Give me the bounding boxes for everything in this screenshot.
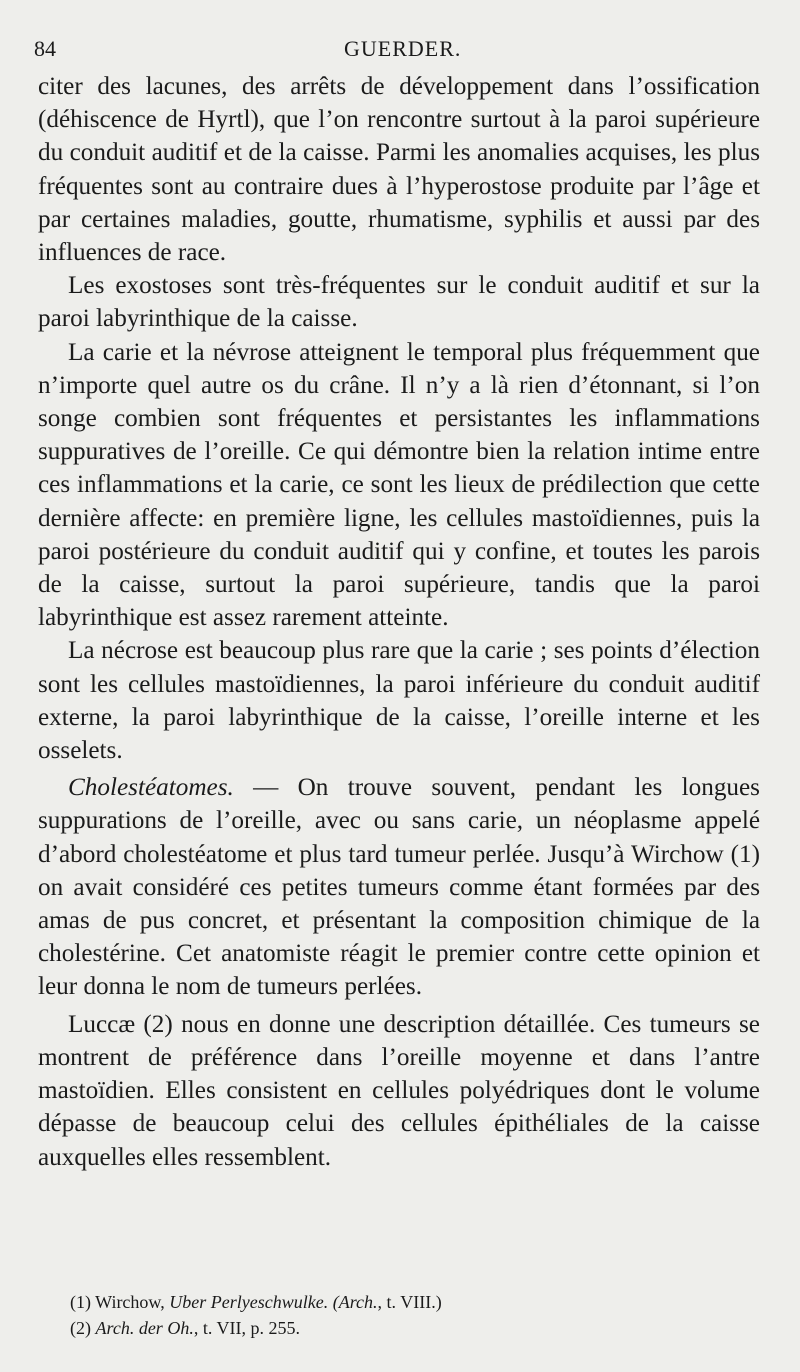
footnote-1 <box>70 1289 760 1315</box>
paragraph-exostoses: Les exostoses sont très-fréquentes sur le conduit auditif et sur la paroi labyrinthique de la caisse. <box>38 272 760 333</box>
footnote-1-marker: (1) <box>70 1292 96 1312</box>
footnote-1-journal: (Arch. <box>332 1292 378 1312</box>
footnote-2-journal: Arch. der Oh. <box>95 1318 194 1338</box>
paragraph-necrose: La nécrose est beaucoup plus rare que la carie ; ses points d’élection sont les cellules mastoïdiennes, la paroi inférieure du conduit auditif externe, la paroi labyrinthique de la caisse, l’oreille interne et les osselets. <box>38 637 760 765</box>
page-number: 84 <box>34 36 56 61</box>
paragraph-carie: La carie et la névrose atteignent le temporal plus fréquemment que n’importe quel autre os du crâne. Il n’y a là rien d’étonnant, si l’on songe combien sont fréquentes et persistantes les inflammations suppuratives de l’oreille. Ce qui démontre bien la relation intime entre ces inflammations et la carie, ce sont les lieux de prédilection que cette dernière affecte: en première ligne, les cellules mastoïdiennes, puis la paroi postérieure du conduit auditif qui y confine, et toutes les parois de la caisse, surtout la paroi supérieure, tandis que la paroi labyrinthique est assez rarement atteinte. <box>38 338 760 632</box>
paragraph-luccae: Luccæ (2) nous en donne une description détaillée. Ces tumeurs se montrent de préférence dans l’oreille moyenne et dans l’antre mastoïdien. Elles consistent en cellules polyédriques dont le volume dépasse de beaucoup celui des cellules épithéliales de la caisse auxquelles elles ressemblent. <box>38 1010 760 1171</box>
footnote-1-author: Wirchow, <box>95 1292 170 1312</box>
paragraph-cholesteatomes-text: — On trouve souvent, pendant les longues suppurations de l’oreille, avec ou sans carie, un néoplasme appelé d’abord cholestéatome et plus tard tumeur perlée. Jusqu’à Wirchow (1) on avait considéré ces petites tumeurs comme étant formées par des amas de pus concret, et présentant la composition chimique de la cholestérine. Cet anatomiste réagit le premier contre cette opinion et leur donna le nom de tumeurs perlées. <box>38 774 760 1001</box>
footnote-2-rest: , t. VII, p. 255. <box>193 1318 300 1338</box>
footnotes <box>70 1289 760 1341</box>
section-title-cholesteatomes: Cholestéatomes. <box>68 774 234 802</box>
paragraph-cholesteatomes <box>38 771 760 1003</box>
footnote-1-rest: , t. VIII.) <box>377 1292 442 1312</box>
footnote-2-marker: (2) <box>70 1318 96 1338</box>
footnote-2 <box>70 1315 760 1341</box>
body-text <box>38 70 760 1174</box>
running-head: GUERDER. <box>344 36 462 61</box>
page-header <box>34 36 760 70</box>
paragraph-anomalies: citer des lacunes, des arrêts de développement dans l’ossification (déhiscence de Hyrtl), que l’on rencontre surtout à la paroi supérieure du conduit auditif et de la caisse. Parmi les anomalies acquises, les plus fréquentes sont au contraire dues à l’hyperostose produite par l’âge et par certaines maladies, goutte, rhumatisme, syphilis et aussi par des influences de race. <box>38 73 760 267</box>
footnote-1-title: Uber Perlyeschwulke. <box>169 1292 329 1312</box>
